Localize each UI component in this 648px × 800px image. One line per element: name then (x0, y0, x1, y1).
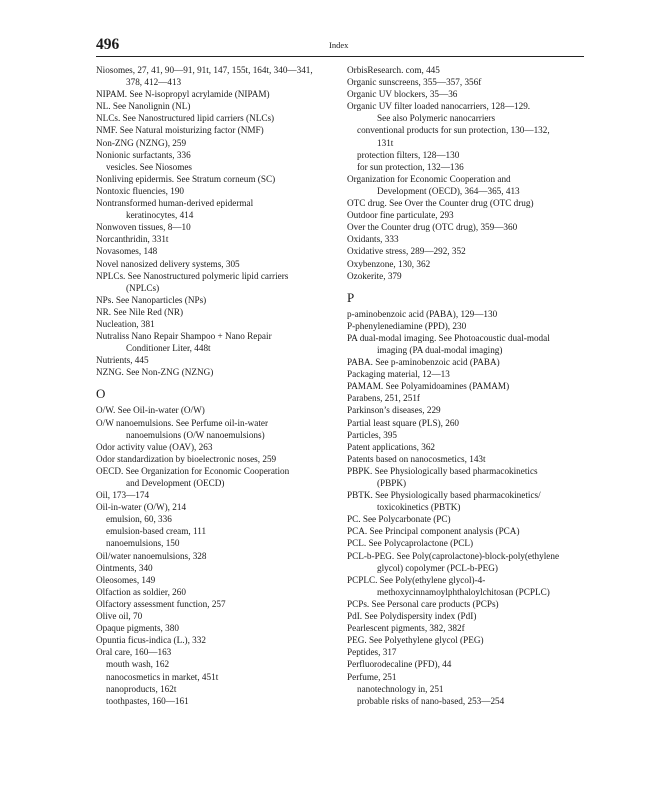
index-entry-continuation: (NPLCs) (126, 282, 160, 293)
index-entry-continuation: imaging (PA dual-modal imaging) (377, 344, 503, 355)
index-entry: Parkinson’s diseases, 229 (347, 405, 441, 416)
index-entry: Parabens, 251, 251f (347, 393, 420, 404)
index-entry: PBPK. See Physiologically based pharmacokinetics (347, 465, 538, 476)
index-subentry: nanoemulsions, 150 (106, 538, 180, 549)
index-entry: OrbisResearch. com, 445 (347, 65, 440, 75)
index-entry: O/W nanoemulsions. See Perfume oil-in-water (96, 417, 269, 428)
index-entry: Nonionic surfactants, 336 (96, 149, 191, 160)
index-subentry: for sun protection, 132—136 (357, 161, 464, 172)
index-entry: NPLCs. See Nanostructured polymeric lipid carriers (96, 270, 289, 281)
index-subentry: nanotechnology in, 251 (357, 683, 444, 694)
index-column-right (347, 64, 591, 707)
index-entry: Novel nanosized delivery systems, 305 (96, 258, 240, 269)
index-subentry: conventional products for sun protection, 130—132, (357, 125, 550, 136)
index-entry: OTC drug. See Over the Counter drug (OTC drug) (347, 198, 534, 209)
index-entry: PCPs. See Personal care products (PCPs) (347, 598, 499, 609)
index-entry: Organization for Economic Cooperation and (347, 173, 511, 184)
index-entry: NR. See Nile Red (NR) (96, 306, 184, 317)
index-subentry: toothpastes, 160—161 (106, 695, 189, 706)
index-subentry: probable risks of nano-based, 253—254 (357, 695, 505, 706)
index-entry-continuation: glycol) copolymer (PCL-b-PEG) (377, 562, 498, 573)
index-entry: P-phenylenediamine (PPD), 230 (347, 320, 467, 331)
index-entry: Nontransformed human-derived epidermal (96, 198, 254, 209)
index-entry: Peptides, 317 (347, 647, 397, 658)
index-entry: NPs. See Nanoparticles (NPs) (96, 294, 207, 305)
index-entry-continuation: Conditioner Liter, 448t (126, 343, 211, 354)
index-entry: PBTK. See Physiologically based pharmacokinetics/ (347, 490, 541, 501)
index-entry: Novasomes, 148 (96, 246, 158, 257)
index-entry: Olive oil, 70 (96, 611, 143, 622)
section-letter: O (96, 386, 106, 402)
index-subentry: nanoproducts, 162t (106, 683, 177, 694)
index-entry: NZNG. See Non-ZNG (NZNG) (96, 367, 214, 378)
index-entry: Packaging material, 12—13 (347, 369, 450, 380)
index-entry-continuation: 131t (377, 137, 394, 148)
index-entry: NMF. See Natural moisturizing factor (NMF) (96, 125, 264, 136)
index-subentry: protection filters, 128—130 (357, 149, 460, 160)
index-entry: Olfaction as soldier, 260 (96, 586, 186, 597)
index-entry-continuation: 378, 412—413 (126, 77, 182, 88)
index-entry: Perfume, 251 (347, 671, 397, 682)
index-subentry: emulsion-based cream, 111 (106, 526, 207, 537)
index-column-left (96, 64, 340, 707)
index-entry: Nucleation, 381 (96, 318, 155, 329)
index-entry: Oxidative stress, 289—292, 352 (347, 246, 466, 257)
index-entry: NL. See Nanolignin (NL) (96, 101, 191, 112)
index-entry-continuation: keratinocytes, 414 (126, 210, 194, 221)
index-entry: Odor activity value (OAV), 263 (96, 441, 213, 452)
index-entry: Organic sunscreens, 355—357, 356f (347, 77, 482, 88)
index-entry: Odor standardization by bioelectronic noses, 259 (96, 453, 277, 464)
index-entry: PdI. See Polydispersity index (PdI) (347, 611, 477, 622)
index-entry: Nonliving epidermis. See Stratum corneum (SC) (96, 173, 276, 184)
index-entry: Particles, 395 (347, 429, 398, 440)
index-entry: Nutrients, 445 (96, 355, 149, 366)
index-subentry: vesicles. See Niosomes (106, 161, 192, 172)
index-entry: NIPAM. See N-isopropyl acrylamide (NIPAM) (96, 89, 270, 100)
index-entry: PCL. See Polycaprolactone (PCL) (347, 538, 474, 549)
page-header (96, 36, 584, 56)
index-entry: Nontoxic fluencies, 190 (96, 185, 185, 196)
index-entry: Organic UV filter loaded nanocarriers, 128—129. (347, 101, 531, 112)
index-entry: PCPLC. See Poly(ethylene glycol)-4- (347, 574, 486, 585)
index-entry: Organic UV blockers, 35—36 (347, 89, 458, 100)
index-entry: PA dual-modal imaging. See Photoacoustic dual-modal (347, 332, 550, 343)
running-head: Index (329, 40, 349, 50)
index-entry-continuation: Development (OECD), 364—365, 413 (377, 185, 520, 196)
index-entry: Opaque pigments, 380 (96, 623, 179, 634)
index-entry: Oil-in-water (O/W), 214 (96, 502, 187, 513)
index-entry-continuation: toxicokinetics (PBTK) (377, 502, 461, 513)
page-number: 496 (96, 36, 120, 53)
index-entry: PABA. See p-aminobenzoic acid (PABA) (347, 357, 500, 368)
index-entry: PEG. See Polyethylene glycol (PEG) (347, 635, 484, 646)
index-entry-continuation: methoxycinnamoylphthaloylchitosan (PCPLC) (377, 586, 550, 597)
header-rule (96, 56, 584, 57)
index-entry: Nonwoven tissues, 8—10 (96, 222, 191, 233)
index-entry: NLCs. See Nanostructured lipid carriers (NLCs) (96, 113, 275, 124)
index-entry: Oleosomes, 149 (96, 574, 156, 585)
section-letter: P (347, 289, 355, 305)
index-entry: Oil/water nanoemulsions, 328 (96, 550, 207, 561)
index-entry: PCA. See Principal component analysis (PCA) (347, 526, 520, 537)
index-entry: Patent applications, 362 (347, 441, 436, 452)
index-entry: p-aminobenzoic acid (PABA), 129—130 (347, 308, 498, 319)
index-entry-continuation: (PBPK) (377, 478, 407, 488)
index-entry-continuation: and Development (OECD) (126, 478, 225, 488)
index-entry: Olfactory assessment function, 257 (96, 598, 226, 609)
index-subentry: mouth wash, 162 (106, 659, 170, 670)
index-entry: Oxybenzone, 130, 362 (347, 258, 431, 269)
index-entry: Patents based on nanocosmetics, 143t (347, 453, 486, 464)
index-entry-continuation: nanoemulsions (O/W nanoemulsions) (126, 429, 265, 440)
index-entry: PAMAM. See Polyamidoamines (PAMAM) (347, 381, 510, 392)
index-entry: O/W. See Oil-in-water (O/W) (96, 405, 205, 416)
index-entry: Ozokerite, 379 (347, 270, 402, 281)
index-entry: Ointments, 340 (96, 562, 153, 573)
index-entry-continuation: See also Polymeric nanocarriers (377, 113, 496, 124)
index-entry: Over the Counter drug (OTC drug), 359—360 (347, 222, 518, 233)
index-entry: PCL-b-PEG. See Poly(caprolactone)-block-poly(ethylene (347, 550, 560, 561)
index-entry: Perfluorodecaline (PFD), 44 (347, 659, 452, 670)
index-entry: PC. See Polycarbonate (PC) (347, 514, 451, 525)
index-subentry: emulsion, 60, 336 (106, 514, 172, 525)
index-entry: Nutraliss Nano Repair Shampoo + Nano Repair (96, 331, 272, 342)
index-entry: Oxidants, 333 (347, 234, 399, 245)
index-entry: Pearlescent pigments, 382, 382f (347, 623, 465, 634)
index-subentry: nanocosmetics in market, 451t (106, 671, 219, 682)
index-entry: Oil, 173—174 (96, 490, 150, 501)
index-entry: Oral care, 160—163 (96, 647, 172, 658)
index-entry: OECD. See Organization for Economic Cooperation (96, 465, 290, 476)
index-entry: Non-ZNG (NZNG), 259 (96, 137, 187, 148)
index-entry: Niosomes, 27, 41, 90—91, 91t, 147, 155t, 164t, 340—341, (96, 65, 313, 75)
index-entry: Outdoor fine particulate, 293 (347, 210, 454, 221)
index-entry: Norcanthridin, 331t (96, 234, 169, 245)
index-entry: Opuntia ficus-indica (L.), 332 (96, 635, 206, 646)
index-entry: Partial least square (PLS), 260 (347, 417, 460, 428)
